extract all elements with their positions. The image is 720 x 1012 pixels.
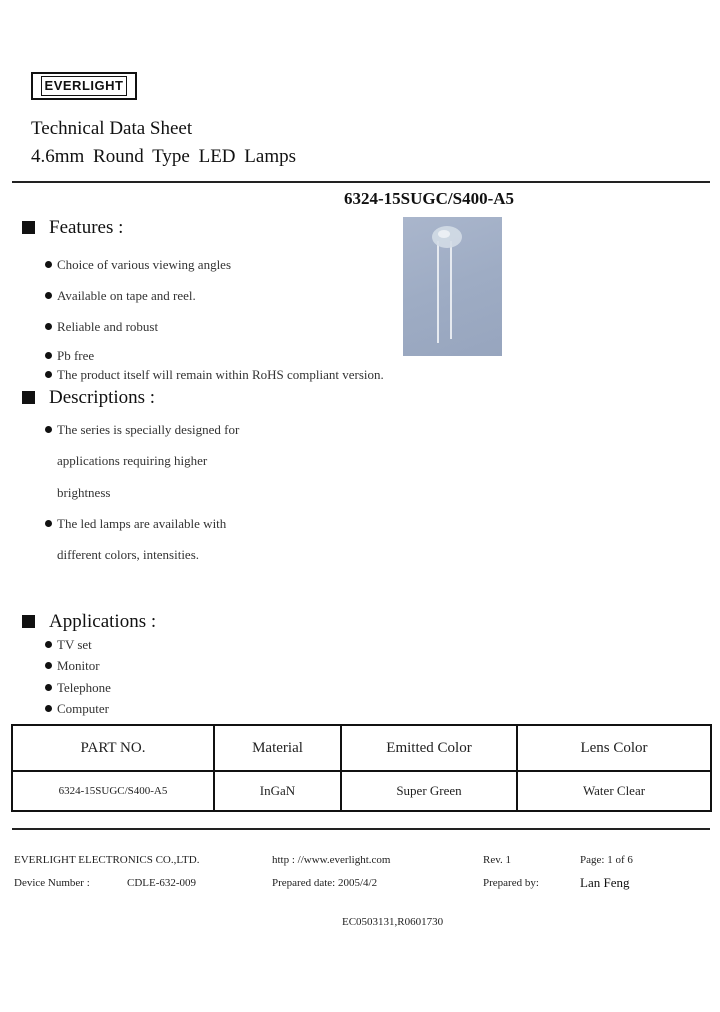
prepared-by-label: Prepared by:: [483, 877, 539, 889]
led-lamp-icon: [403, 217, 502, 356]
led-lamp-photo: [403, 217, 502, 356]
application-item: Monitor: [45, 658, 100, 674]
company-name: EVERLIGHT ELECTRONICS CO.,LTD.: [14, 854, 200, 866]
feature-item: Pb free: [45, 348, 94, 364]
cell-material: InGaN: [214, 771, 341, 811]
bullet-icon: [45, 323, 52, 330]
doc-title: Technical Data Sheet: [31, 118, 193, 139]
bullet-icon: [45, 292, 52, 299]
square-bullet-icon: [22, 391, 35, 404]
bullet-icon: [45, 426, 52, 433]
feature-item: Reliable and robust: [45, 319, 158, 335]
part-number: 6324-15SUGC/S400-A5: [344, 189, 515, 208]
descriptions-heading: Descriptions :: [22, 387, 155, 409]
footer-divider: [12, 828, 710, 830]
description-line: applications requiring higher: [57, 453, 208, 468]
prepared-date: Prepared date: 2005/4/2: [272, 877, 378, 889]
bullet-icon: [45, 641, 52, 648]
description-item: The led lamps are available with: [45, 516, 226, 532]
bullet-icon: [45, 352, 52, 359]
application-item: TV set: [45, 637, 92, 653]
bullet-icon: [45, 371, 52, 378]
cell-part-no: 6324-15SUGC/S400-A5: [12, 771, 214, 811]
header-part-no: PART NO.: [12, 725, 214, 771]
header-material: Material: [214, 725, 341, 771]
header-divider: [12, 181, 710, 183]
square-bullet-icon: [22, 221, 35, 234]
table-header-row: [12, 725, 711, 771]
website: http : //www.everlight.com: [272, 854, 391, 866]
bullet-icon: [45, 662, 52, 669]
bullet-icon: [45, 705, 52, 712]
application-item: Telephone: [45, 680, 111, 696]
header-emitted-color: Emitted Color: [341, 725, 517, 771]
header-lens-color: Lens Color: [517, 725, 711, 771]
applications-heading: Applications :: [22, 611, 156, 633]
bullet-icon: [45, 520, 52, 527]
description-line: different colors, intensities.: [57, 547, 200, 562]
feature-item: The product itself will remain within RoHS compliant version.: [45, 367, 384, 383]
device-number: CDLE-632-009: [127, 877, 197, 889]
part-table: [11, 724, 712, 812]
everlight-logo: [31, 72, 137, 100]
application-item: Computer: [45, 701, 109, 717]
feature-item: Choice of various viewing angles: [45, 257, 231, 273]
doc-code: EC0503131,R0601730: [342, 916, 444, 928]
cell-lens-color: Water Clear: [517, 771, 711, 811]
page-count: Page: 1 of 6: [580, 854, 633, 866]
prepared-by: Lan Feng: [580, 875, 630, 890]
description-item: The series is specially designed for: [45, 422, 239, 438]
features-heading: Features :: [22, 217, 123, 239]
bullet-icon: [45, 684, 52, 691]
revision: Rev. 1: [483, 854, 512, 866]
logo-text: EVERLIGHT: [41, 76, 128, 96]
feature-item: Available on tape and reel.: [45, 288, 196, 304]
doc-subtitle: 4.6mm Round Type LED Lamps: [31, 146, 296, 167]
bullet-icon: [45, 261, 52, 268]
table-row: [12, 771, 711, 811]
device-number-label: Device Number :: [14, 877, 90, 889]
square-bullet-icon: [22, 615, 35, 628]
cell-emitted-color: Super Green: [341, 771, 517, 811]
description-line: brightness: [57, 485, 111, 500]
